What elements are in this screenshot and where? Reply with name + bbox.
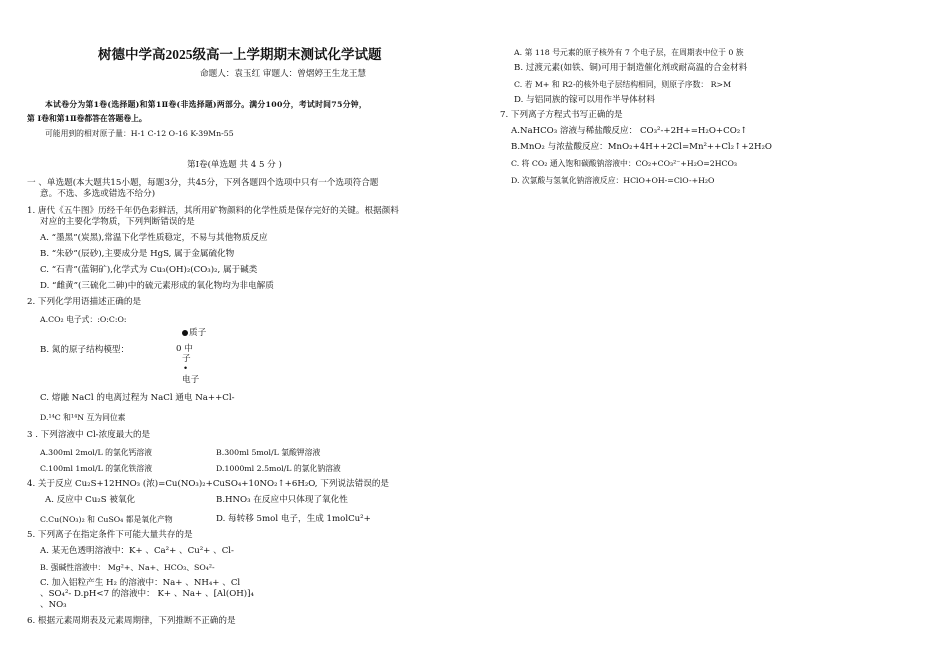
- q5-option-c-1: C. 加入铝粒产生 H₂ 的溶液中：Na+ 、NH₄+ 、Cl: [40, 578, 241, 588]
- q6-option-d: D. 与铝同族的镓可以用作半导体材料: [514, 95, 655, 105]
- q2-option-a: A.CO₂ 电子式：:O:C:O:: [40, 315, 127, 324]
- atomic-mass-line: 可能用到的相对原子量：H-1 C-12 O-16 K-39Mn-55: [45, 129, 234, 138]
- q5-option-a: A. 某无色透明溶液中：K+ 、Ca²+ 、Cu²+ 、Cl-: [40, 546, 234, 556]
- q7-option-d: D. 次氯酸与氢氧化钠溶液反应：HClO+OH-=ClO-+H₂O: [511, 176, 715, 185]
- q4-option-c: C.Cu(NO₃)₂ 和 CuSO₄ 都是氧化产物: [40, 515, 173, 524]
- q4-option-a: A. 反应中 Cu₂S 被氧化: [45, 495, 136, 505]
- q4-option-d: D. 每转移 5mol 电子，生成 1molCu²+: [216, 514, 371, 524]
- q2-neutron-zi: 子: [182, 354, 191, 364]
- q1-option-a: A. “墨黑”(炭黑),常温下化学性质稳定，不易与其他物质反应: [40, 233, 268, 243]
- q2-proton-label: [182, 328, 206, 339]
- q2-neutron-label: 0 中: [176, 344, 193, 354]
- q6-option-b: B. 过渡元素(如铁、铜)可用于制造催化剂或耐高温的合金材料: [514, 63, 748, 73]
- q2-bullet: •: [183, 364, 189, 374]
- q6-option-a: A. 第 118 号元素的原子核外有 7 个电子层，在周期表中位于 0 族: [514, 48, 744, 57]
- q2-stem: 2. 下列化学用语描述正确的是: [27, 297, 142, 307]
- q3-option-b: B.300ml 5mol/L 氯酸钾溶液: [216, 448, 321, 457]
- q7-option-b: B.MnO₂ 与浓盐酸反应：MnO₂+4H++2Cl=Mn²++Cl₂↑+2H₂O: [511, 142, 772, 152]
- q1-option-b: B. “朱砂”(辰砂),主要成分是 HgS, 属于金属硫化物: [40, 249, 235, 259]
- q4-stem: 4. 关于反应 Cu₂S+12HNO₃ (浓)=Cu(NO₃)₂+CuSO₄+10NO₂↑+6H₂O, 下列说法错误的是: [27, 479, 390, 489]
- q5-option-b: B. 强碱性溶液中： Mg²+、Na+、HCO₃、SO₄²-: [40, 563, 215, 572]
- q6-option-c: C. 若 M+ 和 R2-的核外电子层结构相同，则原子序数： R>M: [514, 80, 732, 89]
- intro-line-2: 第 Ⅰ卷和第1Ⅱ卷都答在答题卷上。: [27, 114, 147, 123]
- proton-dot-icon: [182, 330, 188, 336]
- q5-stem: 5. 下列离子在指定条件下可能大量共存的是: [27, 530, 193, 540]
- exam-title: 树德中学高2025级高一上学期期末测试化学试题: [98, 47, 382, 62]
- q1-option-c: C. “石青”(蓝铜矿),化学式为 Cu₃(OH)₂(CO₃)₂, 属于碱类: [40, 265, 258, 275]
- q2-option-c: C. 熔融 NaCl 的电离过程为 NaCl 通电 Na++Cl-: [40, 393, 235, 403]
- q3-option-a: A.300ml 2mol/L 的氯化钙溶液: [40, 448, 152, 457]
- authors-line: 命题人：袁玉红 审题人：曾熠婷王生龙王慧: [200, 69, 367, 79]
- q1-stem-1: 1. 唐代《五牛图》历经千年仍色彩鲜活，其所用矿物颜料的化学性质是保存完好的关键。根据颜料: [27, 206, 399, 216]
- q5-option-c-3: 、NO₃: [40, 600, 67, 610]
- q6-stem: 6. 根据元素周期表及元素周期律，下列推断不正确的是: [27, 616, 236, 626]
- q1-option-d: D. “雌黄”(三硫化二砷)中的硫元素形成的氧化物均为非电解质: [40, 281, 274, 291]
- q3-option-c: C.100ml 1mol/L 的氯化铁溶液: [40, 464, 153, 473]
- section-desc-2: 意。不选、多选或错选不给分): [40, 189, 156, 199]
- q7-stem: 7. 下列离子方程式书写正确的是: [500, 110, 623, 120]
- q7-option-a: A.NaHCO₃ 溶液与稀盐酸反应： CO₃²-+2H+=H₂O+CO₂↑: [511, 126, 748, 136]
- q5-option-c-2: 、SO₄²- D.pH<7 的溶液中： K+ 、Na+ 、[Al(OH)]₄: [40, 589, 254, 599]
- q2-electron-label: 电子: [182, 375, 200, 385]
- q7-option-c: C. 将 CO₂ 通入饱和碳酸钠溶液中：CO₂+CO₃²⁻+H₂O=2HCO₃: [511, 159, 738, 168]
- q2-option-d: D.¹⁴C 和¹⁴N 互为同位素: [40, 413, 126, 422]
- q3-option-d: D.1000ml 2.5mol/L 的氯化钠溶液: [216, 464, 341, 473]
- intro-line-1: 本试卷分为第1卷(选择题)和第1Ⅱ卷(非选择题)两部分。满分100分，考试时间75分钟，: [45, 100, 367, 109]
- q1-stem-2: 对应的主要化学物质，下列判断错误的是: [40, 217, 195, 227]
- section-heading: 第Ⅰ卷(单选题 共 4 5 分 ): [187, 160, 282, 170]
- q3-stem: 3 . 下列溶液中 Cl-浓度最大的是: [27, 430, 151, 440]
- q4-option-b: B.HNO₃ 在反应中只体现了氧化性: [216, 495, 348, 505]
- section-desc-1: 一 、单选题(本大题共15小题，每题3分，共45分，下列各题四个选项中只有一个选项符合题: [27, 178, 379, 188]
- proton-text: 质子: [189, 328, 207, 338]
- q2-option-b: B. 氮的原子结构模型：: [40, 345, 130, 355]
